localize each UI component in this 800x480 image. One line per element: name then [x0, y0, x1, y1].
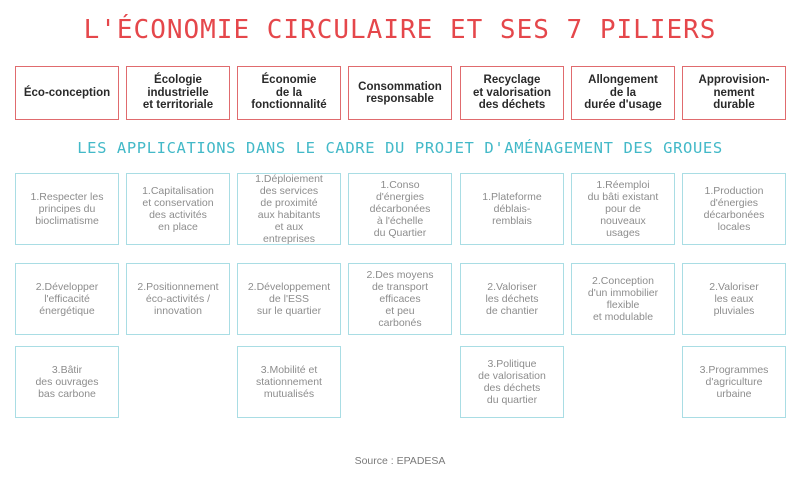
application-card: 1.Respecter les principes du bioclimatisme	[15, 173, 119, 245]
pillar-economie-fonctionnalite: Économie de la fonctionnalité	[237, 66, 341, 120]
source-credit: Source : EPADESA	[354, 455, 446, 467]
application-card: 2.Valoriser les déchets de chantier	[460, 263, 564, 335]
pillar-eco-conception: Éco-conception	[15, 66, 119, 120]
pillar-allongement: Allongement de la durée d'usage	[571, 66, 675, 120]
application-card: 3.Bâtir des ouvrages bas carbone	[15, 346, 119, 418]
pillar-ecologie-industrielle: Écologie industrielle et territoriale	[126, 66, 230, 120]
application-card: 2.Développement de l'ESS sur le quartier	[237, 263, 341, 335]
application-card: 1.Conso d'énergies décarbonées à l'échelle du Quartier	[348, 173, 452, 245]
application-card: 2.Développer l'efficacité énergétique	[15, 263, 119, 335]
application-card: 1.Plateforme déblais- remblais	[460, 173, 564, 245]
pillar-approvisionnement: Approvision- nement durable	[682, 66, 786, 120]
application-card: 1.Réemploi du bâti existant pour de nouveaux usages	[571, 173, 675, 245]
application-card: 3.Politique de valorisation des déchets du quartier	[460, 346, 564, 418]
application-card: 2.Valoriser les eaux pluviales	[682, 263, 786, 335]
pillar-consommation-responsable: Consommation responsable	[348, 66, 452, 120]
page-title: L'ÉCONOMIE CIRCULAIRE ET SES 7 PILIERS	[83, 15, 717, 45]
application-card: 3.Programmes d'agriculture urbaine	[682, 346, 786, 418]
application-card: 2.Positionnement éco-activités / innovation	[126, 263, 230, 335]
section-subtitle: LES APPLICATIONS DANS LE CADRE DU PROJET D'AMÉNAGEMENT DES GROUES	[77, 139, 723, 157]
pillar-recyclage: Recyclage et valorisation des déchets	[460, 66, 564, 120]
application-card: 1.Production d'énergies décarbonées locales	[682, 173, 786, 245]
application-card: 2.Des moyens de transport efficaces et peu carbonés	[348, 263, 452, 335]
application-card: 1.Déploiement des services de proximité aux habitants et aux entreprises	[237, 173, 341, 245]
application-card: 3.Mobilité et stationnement mutualisés	[237, 346, 341, 418]
application-card: 1.Capitalisation et conservation des activités en place	[126, 173, 230, 245]
application-card: 2.Conception d'un immobilier flexible et modulable	[571, 263, 675, 335]
